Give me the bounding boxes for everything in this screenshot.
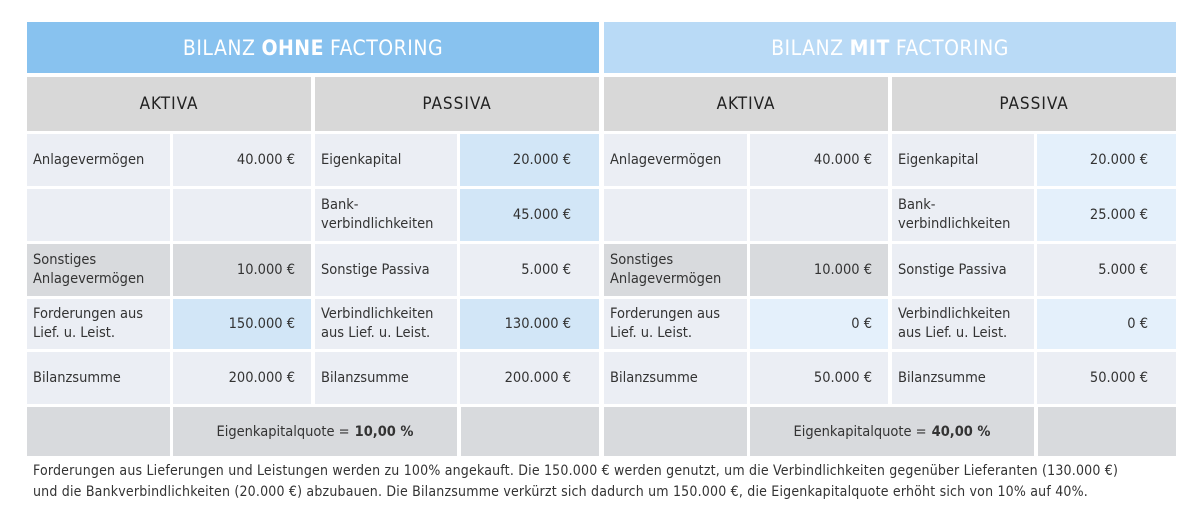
table-row (27, 299, 599, 349)
equity-ratio-row (27, 407, 599, 456)
equity-ratio-value: 10,00 % (354, 423, 414, 440)
aktiva-label: Anlagevermögen (27, 134, 170, 186)
equity-ratio-label: Eigenkapitalquote = (793, 423, 927, 440)
aktiva-value (173, 189, 311, 241)
passiva-label: Bilanzsumme (315, 352, 457, 404)
table-row (604, 299, 1176, 349)
aktiva-value: 150.000 € (173, 299, 311, 349)
aktiva-label (27, 189, 170, 241)
table-row (27, 352, 599, 404)
aktiva-value: 10.000 € (750, 244, 888, 296)
passiva-label-text: Bank- verbindlichkeiten (898, 197, 1011, 232)
passiva-value: 20.000 € (1037, 134, 1176, 186)
equity-ratio-spacer (1038, 407, 1176, 456)
table-row (27, 244, 599, 296)
table-row (27, 189, 599, 241)
title-pre: BILANZ (182, 35, 256, 60)
aktiva-label: Forderungen aus Lief. u. Leist. (604, 299, 747, 349)
aktiva-header: AKTIVA (27, 77, 311, 131)
passiva-label: Eigenkapital (892, 134, 1034, 186)
passiva-label: Eigenkapital (315, 134, 457, 186)
aktiva-label (604, 189, 747, 241)
passiva-label: Sonstige Passiva (892, 244, 1034, 296)
aktiva-value (750, 189, 888, 241)
passiva-value: 0 € (1037, 299, 1176, 349)
title-bold: OHNE (261, 35, 325, 60)
bilanz-mit-factoring-panel (604, 22, 1176, 456)
passiva-label: Bilanzsumme (892, 352, 1034, 404)
table-row (604, 189, 1176, 241)
aktiva-label: Sonstiges Anlagevermögen (604, 244, 747, 296)
equity-ratio-label: Eigenkapitalquote = (216, 423, 350, 440)
passiva-label (315, 189, 457, 241)
panel-title (27, 22, 599, 73)
passiva-label (892, 189, 1034, 241)
aktiva-value: 40.000 € (750, 134, 888, 186)
note-line: Forderungen aus Lieferungen und Leistungen werden zu 100% angekauft. Die 150.000 € werden genutzt, um die Verbindlichkeiten gegenüber Lieferanten (130.000 €) (33, 463, 1119, 479)
passiva-label: Sonstige Passiva (315, 244, 457, 296)
equity-ratio-row (604, 407, 1176, 456)
passiva-value: 50.000 € (1037, 352, 1176, 404)
table-row (27, 134, 599, 186)
aktiva-label: Bilanzsumme (27, 352, 170, 404)
explanation-note (33, 461, 1183, 503)
title-bold: MIT (849, 35, 890, 60)
aktiva-value: 0 € (750, 299, 888, 349)
bilanz-ohne-factoring-panel (27, 22, 599, 456)
aktiva-label: Forderungen aus Lief. u. Leist. (27, 299, 170, 349)
table-row (604, 352, 1176, 404)
equity-ratio (750, 407, 1034, 456)
passiva-value: 20.000 € (460, 134, 599, 186)
passiva-value: 200.000 € (460, 352, 599, 404)
passiva-value: 5.000 € (1037, 244, 1176, 296)
column-headers (604, 77, 1176, 131)
aktiva-value: 10.000 € (173, 244, 311, 296)
aktiva-value: 40.000 € (173, 134, 311, 186)
passiva-label: Verbindlichkeiten aus Lief. u. Leist. (315, 299, 457, 349)
passiva-header: PASSIVA (892, 77, 1176, 131)
passiva-value: 130.000 € (460, 299, 599, 349)
passiva-value: 5.000 € (460, 244, 599, 296)
passiva-value: 25.000 € (1037, 189, 1176, 241)
equity-ratio-spacer (604, 407, 747, 456)
title-pre: BILANZ (771, 35, 844, 60)
aktiva-header: AKTIVA (604, 77, 888, 131)
table-row (604, 134, 1176, 186)
aktiva-label: Bilanzsumme (604, 352, 747, 404)
aktiva-label: Sonstiges Anlagevermögen (27, 244, 170, 296)
title-post: FACTORING (895, 35, 1009, 60)
equity-ratio-value: 40,00 % (931, 423, 991, 440)
passiva-label: Verbindlichkeiten aus Lief. u. Leist. (892, 299, 1034, 349)
table-row (604, 244, 1176, 296)
equity-ratio-spacer (27, 407, 170, 456)
equity-ratio (173, 407, 457, 456)
column-headers (27, 77, 599, 131)
note-line: und die Bankverbindlichkeiten (20.000 €) abzubauen. Die Bilanzsumme verkürzt sich dadurch um 150.000 €, die Eigenkapitalquote erhöht sich von 10% auf 40%. (33, 484, 1088, 500)
passiva-label-text: Bank- verbindlichkeiten (321, 197, 434, 232)
equity-ratio-spacer (461, 407, 599, 456)
aktiva-value: 200.000 € (173, 352, 311, 404)
passiva-value: 45.000 € (460, 189, 599, 241)
title-post: FACTORING (330, 35, 444, 60)
aktiva-label: Anlagevermögen (604, 134, 747, 186)
panel-title (604, 22, 1176, 73)
passiva-header: PASSIVA (315, 77, 599, 131)
aktiva-value: 50.000 € (750, 352, 888, 404)
